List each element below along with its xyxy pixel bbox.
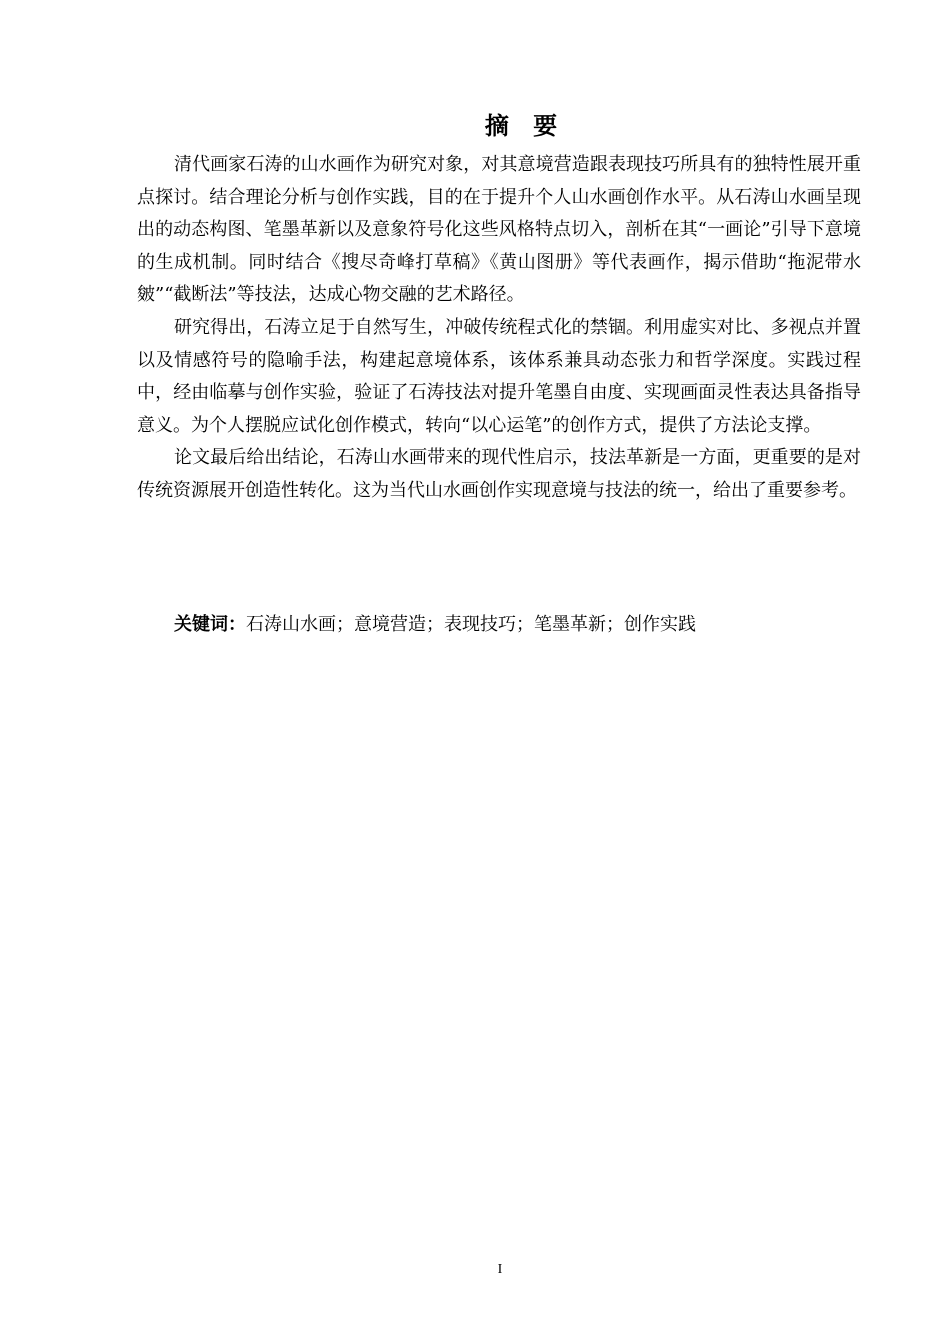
abstract-paragraph-2: 研究得出，石涛立足于自然写生，冲破传统程式化的禁锢。利用虚实对比、多视点并置以及情感符号的隐喻手法，构建起意境体系，该体系兼具动态张力和哲学深度。实践过程中，经由临摹与创作实验，验证了石涛技法对提升笔墨自由度、实现画面灵性表达具备指导意义。为个人摆脱应试化创作模式，转向“以心运笔”的创作方式，提供了方法论支撑。 (137, 316, 861, 436)
abstract-body (137, 149, 861, 508)
keywords-line (174, 609, 864, 641)
keywords-text: 石涛山水画；意境营造；表现技巧；笔墨革新；创作实践 (246, 614, 696, 635)
abstract-paragraph-3: 论文最后给出结论，石涛山水画带来的现代性启示，技法革新是一方面，更重要的是对传统资源展开创造性转化。这为当代山水画创作实现意境与技法的统一，给出了重要参考。 (137, 447, 861, 501)
abstract-paragraph-1: 清代画家石涛的山水画作为研究对象，对其意境营造跟表现技巧所具有的独特性展开重点探讨。结合理论分析与创作实践，目的在于提升个人山水画创作水平。从石涛山水画呈现出的动态构图、笔墨革新以及意象符号化这些风格特点切入，剖析在其“一画论”引导下意境的生成机制。同时结合《搜尽奇峰打草稿》《黄山图册》等代表画作，揭示借助“拖泥带水皴”“截断法”等技法，达成心物交融的艺术路径。 (137, 154, 861, 306)
page-number: I (497, 1262, 503, 1277)
page-title: 摘 要 (484, 112, 566, 140)
keywords-label: 关键词： (174, 614, 246, 635)
